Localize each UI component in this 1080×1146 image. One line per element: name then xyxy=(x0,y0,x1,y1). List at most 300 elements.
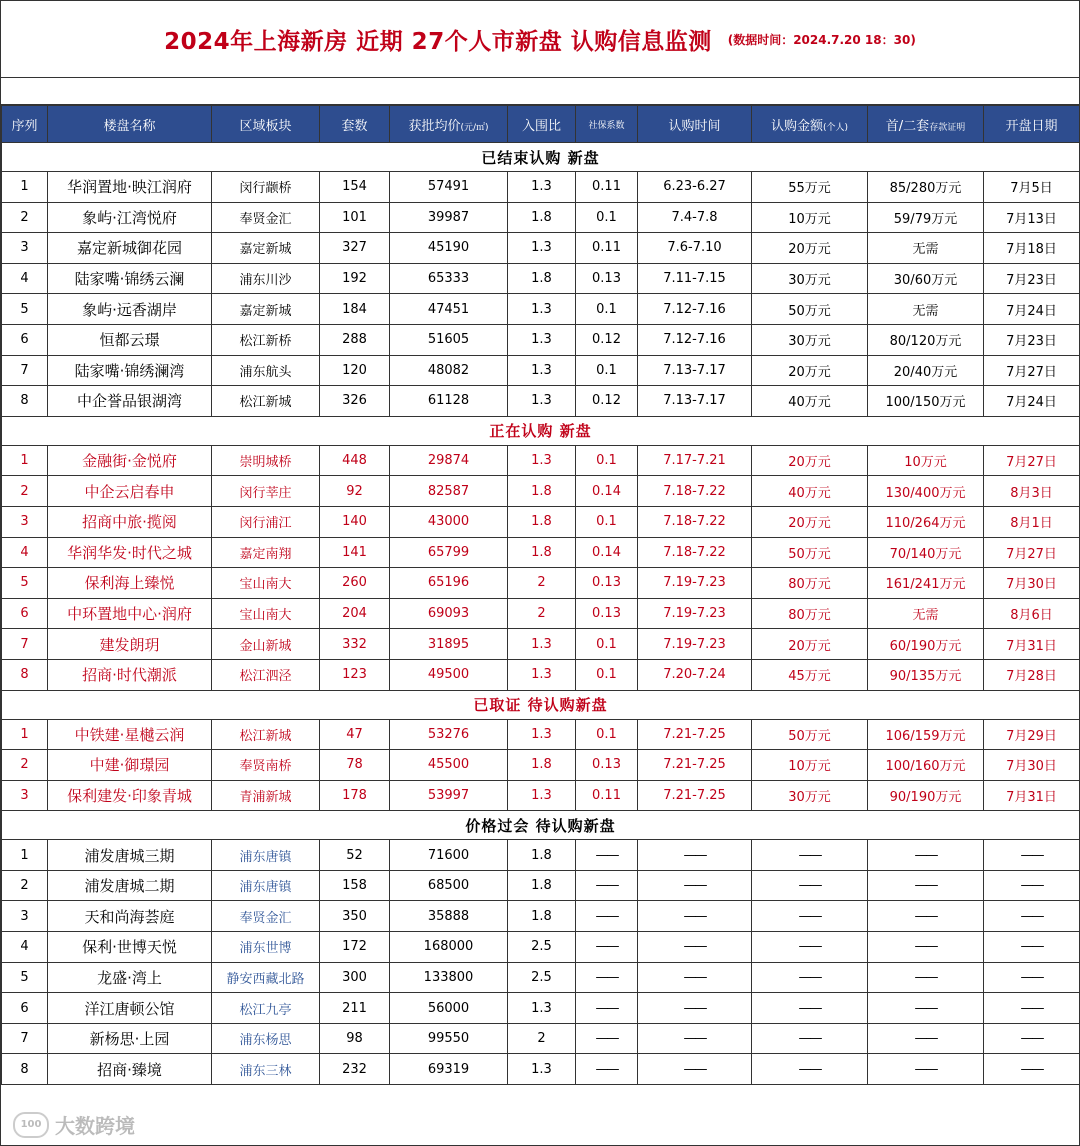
cell-open: 7月18日 xyxy=(984,233,1080,264)
cell-units: 158 xyxy=(320,870,390,901)
cell-ratio: 1.8 xyxy=(508,750,576,781)
cell-idx: 1 xyxy=(2,445,48,476)
deposit-header-unit: 存款证明 xyxy=(929,122,966,133)
cell-units: 204 xyxy=(320,598,390,629)
cell-region: 崇明城桥 xyxy=(212,445,320,476)
table-row xyxy=(2,476,1080,507)
cell-units: 92 xyxy=(320,476,390,507)
cell-ratio: 2.5 xyxy=(508,932,576,963)
cell-deposit: 80/120万元 xyxy=(868,324,984,355)
table-row xyxy=(2,659,1080,690)
cell-open: 7月5日 xyxy=(984,172,1080,203)
cell-units: 178 xyxy=(320,780,390,811)
cell-social: 0.1 xyxy=(576,355,638,386)
cell-name: 华润置地·映江润府 xyxy=(48,172,212,203)
cell-time: 7.12-7.16 xyxy=(638,324,752,355)
cell-region: 闵行浦江 xyxy=(212,506,320,537)
cell-name: 中铁建·星樾云润 xyxy=(48,719,212,750)
cell-region: 浦东杨思 xyxy=(212,1023,320,1054)
cell-social: 0.11 xyxy=(576,780,638,811)
cell-name: 金融街·金悦府 xyxy=(48,445,212,476)
cell-ratio: 1.8 xyxy=(508,901,576,932)
cell-social: 0.12 xyxy=(576,386,638,417)
cell-time: 6.23-6.27 xyxy=(638,172,752,203)
cell-idx: 3 xyxy=(2,901,48,932)
cell-name: 象屿·远香湖岸 xyxy=(48,294,212,325)
table-row xyxy=(2,537,1080,568)
cell-units: 260 xyxy=(320,568,390,599)
cell-time: 7.12-7.16 xyxy=(638,294,752,325)
col-header-amount xyxy=(752,106,868,143)
cell-open: 7月30日 xyxy=(984,568,1080,599)
cell-open: —— xyxy=(984,1054,1080,1085)
cell-social: —— xyxy=(576,901,638,932)
deposit-header-label: 首/二套 xyxy=(885,118,930,134)
cell-open: 7月31日 xyxy=(984,780,1080,811)
cell-name: 中企誉品银湖湾 xyxy=(48,386,212,417)
col-header-ratio: 入围比 xyxy=(508,106,576,143)
cell-region: 松江九亭 xyxy=(212,993,320,1024)
cell-idx: 6 xyxy=(2,324,48,355)
cell-region: 嘉定南翔 xyxy=(212,537,320,568)
cell-region: 宝山南大 xyxy=(212,598,320,629)
cell-amount: 55万元 xyxy=(752,172,868,203)
cell-units: 350 xyxy=(320,901,390,932)
watermark xyxy=(13,1110,135,1139)
cell-amount: 30万元 xyxy=(752,324,868,355)
cell-amount: —— xyxy=(752,901,868,932)
cell-amount: 80万元 xyxy=(752,568,868,599)
section-header-row xyxy=(2,811,1080,840)
cell-deposit: 90/190万元 xyxy=(868,780,984,811)
cell-open: —— xyxy=(984,840,1080,871)
cell-region: 静安西藏北路 xyxy=(212,962,320,993)
cell-time: 7.21-7.25 xyxy=(638,780,752,811)
cell-price: 99550 xyxy=(390,1023,508,1054)
cell-price: 43000 xyxy=(390,506,508,537)
table-row xyxy=(2,840,1080,871)
cell-ratio: 1.8 xyxy=(508,506,576,537)
cell-ratio: 1.3 xyxy=(508,659,576,690)
cell-name: 招商中旅·揽阅 xyxy=(48,506,212,537)
table-row xyxy=(2,568,1080,599)
table-row xyxy=(2,202,1080,233)
cell-price: 65196 xyxy=(390,568,508,599)
cell-deposit: 110/264万元 xyxy=(868,506,984,537)
cell-amount: 20万元 xyxy=(752,506,868,537)
cell-price: 82587 xyxy=(390,476,508,507)
cell-deposit: —— xyxy=(868,1023,984,1054)
cell-open: 8月3日 xyxy=(984,476,1080,507)
table-row xyxy=(2,750,1080,781)
cell-deposit: —— xyxy=(868,932,984,963)
cell-social: —— xyxy=(576,962,638,993)
cell-deposit: 130/400万元 xyxy=(868,476,984,507)
cell-open: —— xyxy=(984,1023,1080,1054)
cell-open: 7月24日 xyxy=(984,294,1080,325)
cell-open: 8月6日 xyxy=(984,598,1080,629)
cell-amount: 80万元 xyxy=(752,598,868,629)
cell-idx: 8 xyxy=(2,386,48,417)
cell-name: 浦发唐城二期 xyxy=(48,870,212,901)
cell-ratio: 1.3 xyxy=(508,993,576,1024)
table-row xyxy=(2,780,1080,811)
cell-deposit: 90/135万元 xyxy=(868,659,984,690)
cell-time: —— xyxy=(638,962,752,993)
cell-social: 0.1 xyxy=(576,445,638,476)
cell-amount: 20万元 xyxy=(752,629,868,660)
cell-idx: 8 xyxy=(2,1054,48,1085)
cell-units: 154 xyxy=(320,172,390,203)
cell-open: 7月28日 xyxy=(984,659,1080,690)
cell-ratio: 2 xyxy=(508,1023,576,1054)
cell-region: 嘉定新城 xyxy=(212,294,320,325)
cell-social: 0.11 xyxy=(576,233,638,264)
table-row xyxy=(2,993,1080,1024)
watermark-text: 大数跨境 xyxy=(55,1114,135,1138)
cell-price: 29874 xyxy=(390,445,508,476)
cell-time: 7.18-7.22 xyxy=(638,537,752,568)
cell-amount: 10万元 xyxy=(752,202,868,233)
cell-price: 65333 xyxy=(390,263,508,294)
cell-name: 嘉定新城御花园 xyxy=(48,233,212,264)
cell-idx: 6 xyxy=(2,993,48,1024)
social-header-label: 社保系数 xyxy=(588,120,625,131)
cell-name: 天和尚海荟庭 xyxy=(48,901,212,932)
cell-time: 7.18-7.22 xyxy=(638,506,752,537)
cell-amount: 20万元 xyxy=(752,355,868,386)
cell-deposit: 161/241万元 xyxy=(868,568,984,599)
cell-idx: 7 xyxy=(2,1023,48,1054)
cell-ratio: 2.5 xyxy=(508,962,576,993)
cell-idx: 7 xyxy=(2,355,48,386)
table-row xyxy=(2,901,1080,932)
table-row xyxy=(2,386,1080,417)
cell-name: 华润华发·时代之城 xyxy=(48,537,212,568)
cell-social: 0.1 xyxy=(576,294,638,325)
cell-social: 0.11 xyxy=(576,172,638,203)
cell-idx: 6 xyxy=(2,598,48,629)
cell-units: 288 xyxy=(320,324,390,355)
section-title: 正在认购 新盘 xyxy=(2,416,1080,445)
cell-amount: 45万元 xyxy=(752,659,868,690)
cell-region: 奉贤金汇 xyxy=(212,202,320,233)
cell-region: 金山新城 xyxy=(212,629,320,660)
col-header-time: 认购时间 xyxy=(638,106,752,143)
cell-units: 52 xyxy=(320,840,390,871)
cell-idx: 2 xyxy=(2,870,48,901)
cell-social: 0.1 xyxy=(576,506,638,537)
cell-ratio: 1.8 xyxy=(508,263,576,294)
cell-amount: 40万元 xyxy=(752,476,868,507)
cell-region: 闵行莘庄 xyxy=(212,476,320,507)
cell-time: —— xyxy=(638,1023,752,1054)
cell-social: 0.14 xyxy=(576,537,638,568)
cell-social: 0.13 xyxy=(576,598,638,629)
table-row xyxy=(2,324,1080,355)
col-header-deposit xyxy=(868,106,984,143)
table-row xyxy=(2,355,1080,386)
cell-time: 7.18-7.22 xyxy=(638,476,752,507)
cell-region: 浦东川沙 xyxy=(212,263,320,294)
cell-region: 浦东唐镇 xyxy=(212,840,320,871)
col-header-name: 楼盘名称 xyxy=(48,106,212,143)
cell-amount: 20万元 xyxy=(752,233,868,264)
cell-time: 7.20-7.24 xyxy=(638,659,752,690)
cell-name: 中环置地中心·润府 xyxy=(48,598,212,629)
cell-region: 浦东航头 xyxy=(212,355,320,386)
table-row xyxy=(2,870,1080,901)
cell-ratio: 1.3 xyxy=(508,780,576,811)
cell-name: 洋江唐顿公馆 xyxy=(48,993,212,1024)
cell-open: —— xyxy=(984,962,1080,993)
cell-name: 象屿·江湾悦府 xyxy=(48,202,212,233)
cell-open: 7月27日 xyxy=(984,355,1080,386)
cell-social: 0.1 xyxy=(576,629,638,660)
cell-time: 7.21-7.25 xyxy=(638,750,752,781)
cell-units: 140 xyxy=(320,506,390,537)
cell-time: —— xyxy=(638,870,752,901)
cell-name: 保利·世博天悦 xyxy=(48,932,212,963)
cell-region: 浦东唐镇 xyxy=(212,870,320,901)
cell-open: 7月27日 xyxy=(984,537,1080,568)
cell-units: 78 xyxy=(320,750,390,781)
cell-units: 332 xyxy=(320,629,390,660)
cell-amount: 50万元 xyxy=(752,294,868,325)
cell-social: —— xyxy=(576,870,638,901)
cell-price: 69093 xyxy=(390,598,508,629)
table-row xyxy=(2,294,1080,325)
cell-time: 7.19-7.23 xyxy=(638,568,752,599)
cell-name: 新杨思·上园 xyxy=(48,1023,212,1054)
cell-open: 7月27日 xyxy=(984,445,1080,476)
cell-units: 300 xyxy=(320,962,390,993)
cell-ratio: 1.8 xyxy=(508,870,576,901)
table-row xyxy=(2,172,1080,203)
cell-open: 8月1日 xyxy=(984,506,1080,537)
cell-region: 松江新桥 xyxy=(212,324,320,355)
price-header-label: 获批均价 xyxy=(408,118,461,134)
cell-price: 68500 xyxy=(390,870,508,901)
cell-name: 招商·时代潮派 xyxy=(48,659,212,690)
cell-deposit: 20/40万元 xyxy=(868,355,984,386)
section-header-row xyxy=(2,690,1080,719)
cell-open: —— xyxy=(984,901,1080,932)
cell-deposit: 10万元 xyxy=(868,445,984,476)
cell-price: 39987 xyxy=(390,202,508,233)
table-row xyxy=(2,506,1080,537)
cell-region: 宝山南大 xyxy=(212,568,320,599)
cell-units: 120 xyxy=(320,355,390,386)
cell-ratio: 1.3 xyxy=(508,445,576,476)
cell-region: 浦东世博 xyxy=(212,932,320,963)
cell-time: 7.21-7.25 xyxy=(638,719,752,750)
cell-price: 51605 xyxy=(390,324,508,355)
cell-time: 7.11-7.15 xyxy=(638,263,752,294)
cell-units: 172 xyxy=(320,932,390,963)
cell-idx: 3 xyxy=(2,506,48,537)
cell-open: 7月23日 xyxy=(984,324,1080,355)
table-row xyxy=(2,932,1080,963)
cell-open: 7月24日 xyxy=(984,386,1080,417)
cell-deposit: 106/159万元 xyxy=(868,719,984,750)
cell-deposit: —— xyxy=(868,840,984,871)
cell-social: —— xyxy=(576,1054,638,1085)
cell-time: 7.19-7.23 xyxy=(638,629,752,660)
cell-amount: 50万元 xyxy=(752,537,868,568)
cell-open: 7月30日 xyxy=(984,750,1080,781)
cell-price: 53997 xyxy=(390,780,508,811)
cell-region: 松江泗泾 xyxy=(212,659,320,690)
section-title: 已结束认购 新盘 xyxy=(2,143,1080,172)
cell-idx: 1 xyxy=(2,719,48,750)
table-header-row xyxy=(2,106,1080,143)
title-bar xyxy=(1,1,1079,78)
cell-name: 龙盛·湾上 xyxy=(48,962,212,993)
cell-ratio: 1.3 xyxy=(508,172,576,203)
cell-price: 61128 xyxy=(390,386,508,417)
cell-deposit: 60/190万元 xyxy=(868,629,984,660)
cell-deposit: —— xyxy=(868,1054,984,1085)
cell-deposit: —— xyxy=(868,901,984,932)
cell-idx: 5 xyxy=(2,294,48,325)
cell-price: 47451 xyxy=(390,294,508,325)
col-header-idx: 序列 xyxy=(2,106,48,143)
cell-deposit: —— xyxy=(868,962,984,993)
cell-idx: 1 xyxy=(2,840,48,871)
cell-amount: —— xyxy=(752,1023,868,1054)
cell-price: 71600 xyxy=(390,840,508,871)
cell-social: —— xyxy=(576,932,638,963)
cell-time: —— xyxy=(638,1054,752,1085)
cell-ratio: 1.3 xyxy=(508,233,576,264)
cell-region: 嘉定新城 xyxy=(212,233,320,264)
listing-table xyxy=(1,105,1080,1085)
cell-price: 31895 xyxy=(390,629,508,660)
cell-name: 建发朗玥 xyxy=(48,629,212,660)
cell-open: 7月31日 xyxy=(984,629,1080,660)
cell-time: 7.4-7.8 xyxy=(638,202,752,233)
cell-price: 45500 xyxy=(390,750,508,781)
cell-social: 0.12 xyxy=(576,324,638,355)
cell-amount: —— xyxy=(752,1054,868,1085)
cell-price: 35888 xyxy=(390,901,508,932)
table-body xyxy=(2,143,1080,1085)
table-row xyxy=(2,445,1080,476)
watermark-logo-icon: 100 xyxy=(13,1112,49,1138)
cell-ratio: 1.8 xyxy=(508,537,576,568)
cell-price: 49500 xyxy=(390,659,508,690)
cell-amount: —— xyxy=(752,840,868,871)
table-row xyxy=(2,962,1080,993)
cell-time: —— xyxy=(638,932,752,963)
cell-name: 保利海上臻悦 xyxy=(48,568,212,599)
cell-amount: 20万元 xyxy=(752,445,868,476)
section-header-row xyxy=(2,143,1080,172)
cell-idx: 1 xyxy=(2,172,48,203)
section-title: 价格过会 待认购新盘 xyxy=(2,811,1080,840)
cell-units: 101 xyxy=(320,202,390,233)
cell-deposit: 无需 xyxy=(868,233,984,264)
cell-units: 327 xyxy=(320,233,390,264)
cell-deposit: 70/140万元 xyxy=(868,537,984,568)
cell-deposit: 85/280万元 xyxy=(868,172,984,203)
cell-region: 浦东三林 xyxy=(212,1054,320,1085)
cell-social: —— xyxy=(576,993,638,1024)
cell-price: 56000 xyxy=(390,993,508,1024)
cell-open: —— xyxy=(984,870,1080,901)
cell-idx: 4 xyxy=(2,537,48,568)
table-row xyxy=(2,233,1080,264)
cell-price: 133800 xyxy=(390,962,508,993)
cell-social: 0.13 xyxy=(576,750,638,781)
col-header-region: 区域板块 xyxy=(212,106,320,143)
cell-price: 45190 xyxy=(390,233,508,264)
cell-region: 松江新城 xyxy=(212,386,320,417)
cell-ratio: 1.3 xyxy=(508,719,576,750)
cell-idx: 2 xyxy=(2,476,48,507)
cell-price: 53276 xyxy=(390,719,508,750)
cell-time: 7.13-7.17 xyxy=(638,355,752,386)
cell-units: 232 xyxy=(320,1054,390,1085)
cell-open: 7月23日 xyxy=(984,263,1080,294)
cell-ratio: 2 xyxy=(508,598,576,629)
cell-units: 192 xyxy=(320,263,390,294)
cell-amount: 30万元 xyxy=(752,780,868,811)
cell-idx: 5 xyxy=(2,962,48,993)
section-title: 已取证 待认购新盘 xyxy=(2,690,1080,719)
cell-units: 47 xyxy=(320,719,390,750)
cell-name: 陆家嘴·锦绣澜湾 xyxy=(48,355,212,386)
cell-social: —— xyxy=(576,1023,638,1054)
cell-units: 326 xyxy=(320,386,390,417)
cell-amount: 10万元 xyxy=(752,750,868,781)
price-header-unit: (元/㎡) xyxy=(460,122,489,133)
data-timestamp: (数据时间：2024.7.20 18：30) xyxy=(727,32,916,47)
page-title: 2024年上海新房 近期 27个人市新盘 认购信息监测 xyxy=(164,28,712,55)
amount-header-unit: (个人) xyxy=(822,122,849,133)
cell-ratio: 1.3 xyxy=(508,386,576,417)
cell-amount: 50万元 xyxy=(752,719,868,750)
cell-name: 保利建发·印象青城 xyxy=(48,780,212,811)
cell-region: 奉贤南桥 xyxy=(212,750,320,781)
section-header-row xyxy=(2,416,1080,445)
cell-deposit: 无需 xyxy=(868,294,984,325)
table-row xyxy=(2,629,1080,660)
cell-social: 0.13 xyxy=(576,568,638,599)
cell-name: 中企云启春申 xyxy=(48,476,212,507)
cell-time: —— xyxy=(638,993,752,1024)
table-row xyxy=(2,263,1080,294)
cell-ratio: 1.8 xyxy=(508,840,576,871)
cell-name: 招商·臻境 xyxy=(48,1054,212,1085)
cell-price: 57491 xyxy=(390,172,508,203)
cell-region: 闵行颛桥 xyxy=(212,172,320,203)
table-row xyxy=(2,719,1080,750)
cell-time: —— xyxy=(638,840,752,871)
cell-units: 211 xyxy=(320,993,390,1024)
cell-amount: 30万元 xyxy=(752,263,868,294)
cell-deposit: 59/79万元 xyxy=(868,202,984,233)
col-header-price xyxy=(390,106,508,143)
cell-ratio: 1.3 xyxy=(508,294,576,325)
cell-name: 浦发唐城三期 xyxy=(48,840,212,871)
cell-ratio: 2 xyxy=(508,568,576,599)
cell-units: 98 xyxy=(320,1023,390,1054)
cell-amount: 40万元 xyxy=(752,386,868,417)
cell-social: 0.13 xyxy=(576,263,638,294)
cell-idx: 2 xyxy=(2,750,48,781)
